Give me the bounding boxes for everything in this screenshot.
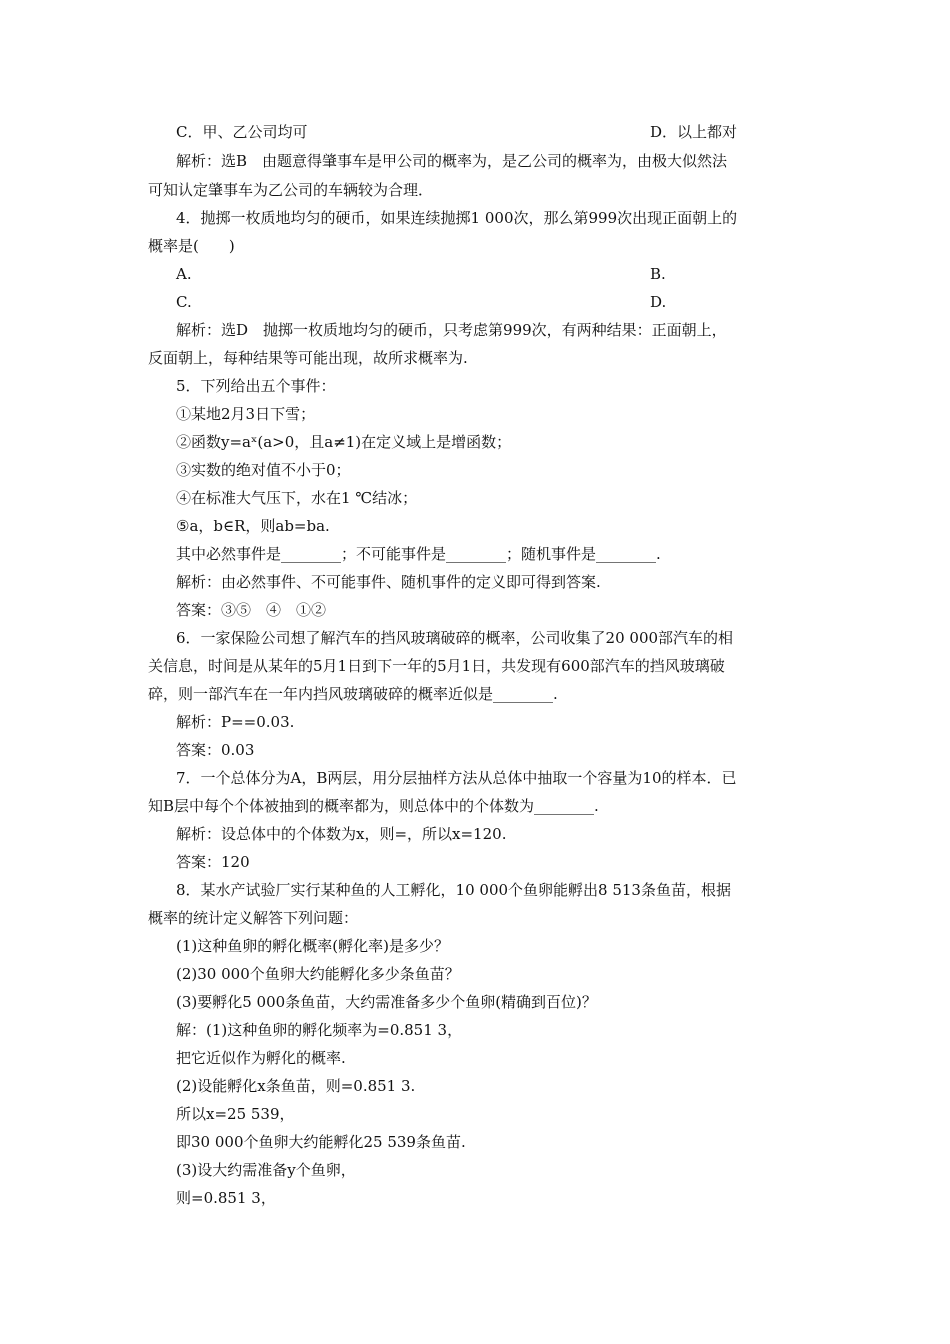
solution-line: 把它近似作为孵化的概率.: [176, 1049, 346, 1067]
solution-line: (2)设能孵化x条鱼苗，则=0.851 3.: [176, 1077, 416, 1095]
question-8: 8．某水产试验厂实行某种鱼的人工孵化，10 000个鱼卵能孵出8 513条鱼苗，根据: [176, 881, 731, 899]
option-d: D．以上都对: [650, 123, 738, 141]
solution-line: 则=0.851 3，: [176, 1189, 276, 1207]
solution-line: 所以x=25 539，: [176, 1105, 295, 1123]
text-line: 关信息，时间是从某年的5月1日到下一年的5月1日，共发现有600部汽车的挡风玻璃破: [148, 657, 725, 675]
text-line: 解析：设总体中的个体数为x，则=，所以x=120.: [176, 825, 507, 843]
text-line: 解析：选B 由题意得肇事车是甲公司的概率为，是乙公司的概率为，由极大似然法: [176, 152, 728, 170]
question-4: 4．抛掷一枚质地均匀的硬币，如果连续抛掷1 000次，那么第999次出现正面朝上的: [176, 209, 738, 227]
event-item: ②函数y=aˣ(a>0，且a≠1)在定义域上是增函数；: [176, 433, 512, 451]
option-b: B.: [650, 265, 666, 283]
text-line: 概率是( ): [148, 237, 235, 255]
answer-line: 答案：120: [176, 853, 250, 871]
option-row: [176, 264, 816, 284]
event-item: ③实数的绝对值不小于0；: [176, 461, 351, 479]
event-item: ④在标准大气压下，水在1 ℃结冰；: [176, 489, 418, 507]
sub-question: (2)30 000个鱼卵大约能孵化多少条鱼苗？: [176, 965, 460, 983]
sub-question: (3)要孵化5 000条鱼苗，大约需准备多少个鱼卵(精确到百位)？: [176, 993, 597, 1011]
text-line: 解析：P==0.03.: [176, 713, 295, 731]
solution-line: (3)设大约需准备y个鱼卵，: [176, 1161, 356, 1179]
option-row: [176, 122, 816, 142]
answer-line: 答案：③⑤ ④ ①②: [176, 601, 327, 619]
question-5: 5．下列给出五个事件：: [176, 377, 336, 395]
option-row: [176, 292, 816, 312]
solution-line: 即30 000个鱼卵大约能孵化25 539条鱼苗.: [176, 1133, 466, 1151]
text-line: 碎，则一部汽车在一年内挡风玻璃破碎的概率近似是________.: [148, 685, 558, 703]
text-line: 知B层中每个个体被抽到的概率都为，则总体中的个体数为________.: [148, 797, 599, 815]
question-7: 7．一个总体分为A，B两层，用分层抽样方法从总体中抽取一个容量为10的样本．已: [176, 769, 737, 787]
option-a: A.: [176, 265, 192, 283]
question-6: 6．一家保险公司想了解汽车的挡风玻璃破碎的概率，公司收集了20 000部汽车的相: [176, 629, 734, 647]
option-d: D.: [650, 293, 667, 311]
text-line: 可知认定肇事车为乙公司的车辆较为合理．: [148, 181, 434, 199]
event-item: ①某地2月3日下雪；: [176, 405, 316, 423]
text-line: 解析：选D 抛掷一枚质地均匀的硬币，只考虑第999次，有两种结果：正面朝上，: [176, 321, 727, 339]
sub-question: (1)这种鱼卵的孵化概率(孵化率)是多少？: [176, 937, 449, 955]
option-c: C.: [176, 293, 192, 311]
answer-line: 答案：0.03: [176, 741, 255, 759]
solution-line: 解：(1)这种鱼卵的孵化频率为=0.851 3，: [176, 1021, 463, 1039]
text-line: 解析：由必然事件、不可能事件、随机事件的定义即可得到答案.: [176, 573, 601, 591]
event-item: ⑤a，b∈R，则ab=ba.: [176, 517, 330, 535]
text-line: 其中必然事件是________；不可能事件是________；随机事件是________.: [176, 545, 661, 563]
text-line: 概率的统计定义解答下列问题：: [148, 909, 359, 927]
text-line: 反面朝上，每种结果等可能出现，故所求概率为.: [148, 349, 468, 367]
option-c: C．甲、乙公司均可: [176, 123, 308, 141]
